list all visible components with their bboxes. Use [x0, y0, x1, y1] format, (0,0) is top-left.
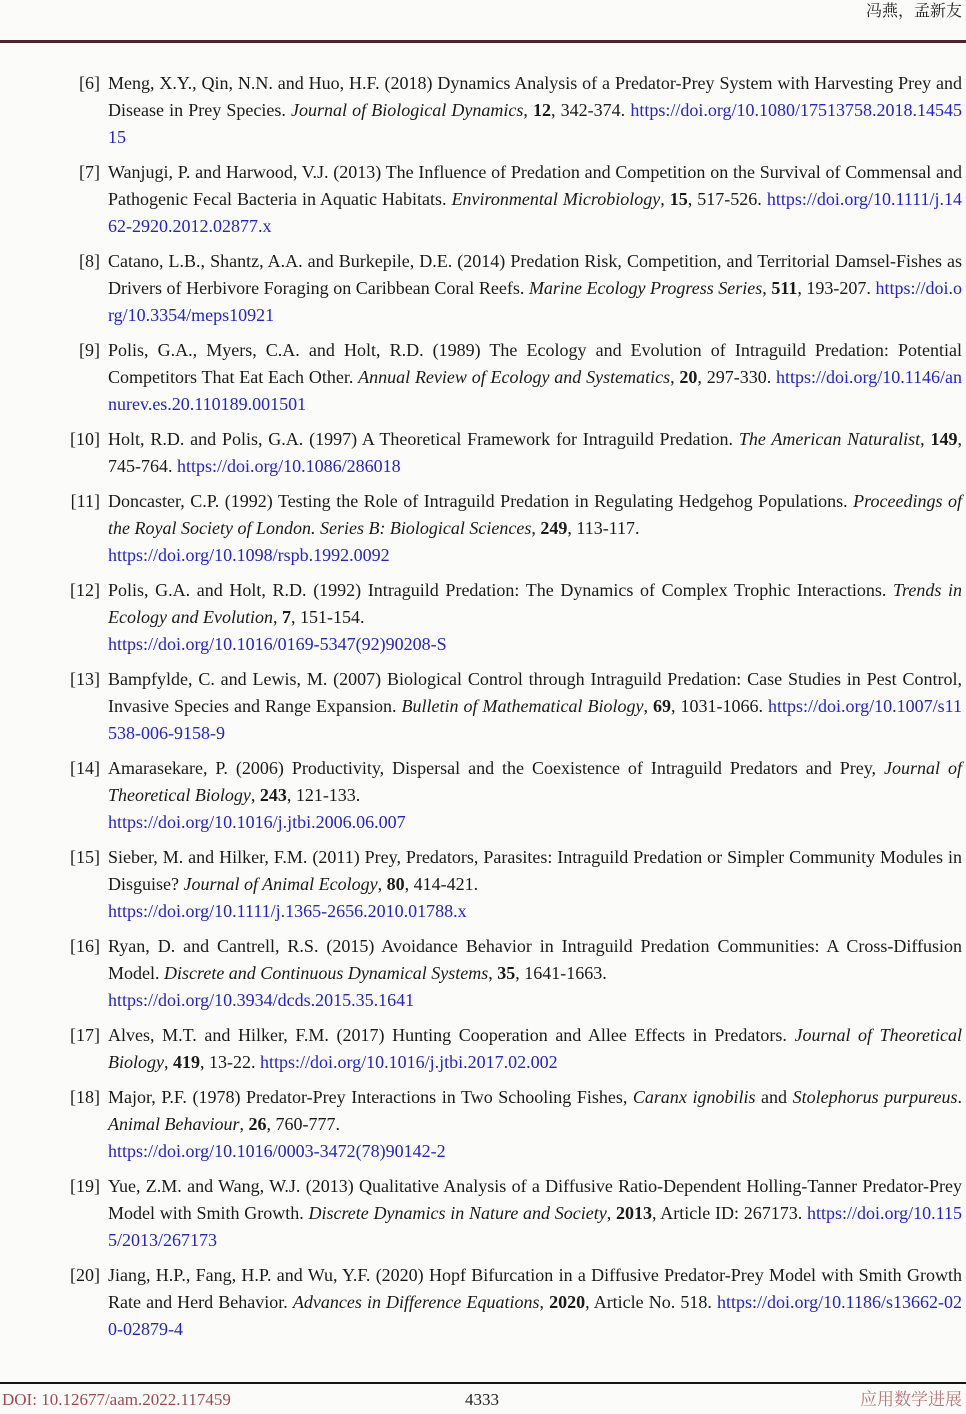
reference-segment-plain: , 517-526. [687, 189, 767, 209]
reference-segment-plain: , [670, 367, 680, 387]
reference-segment-bold: 419 [173, 1052, 200, 1072]
reference-segment-plain: , 151-154. [290, 607, 365, 627]
reference-segment-plain: , [377, 874, 387, 894]
footer [2, 1388, 962, 1412]
reference-number: [7] [79, 162, 100, 182]
reference-text [108, 159, 962, 240]
reference-entry [62, 337, 962, 418]
reference-number: [12] [70, 580, 100, 600]
reference-segment-bold: 7 [281, 607, 291, 627]
reference-number: [11] [70, 491, 100, 511]
reference-text [108, 666, 962, 747]
header-rule [0, 40, 966, 43]
doi-link[interactable]: https://doi.org/10.1155/2013/267173 [108, 1203, 962, 1250]
reference-text [108, 755, 962, 836]
reference-segment-italic: Bulletin of Mathematical Biology [401, 696, 644, 716]
reference-segment-plain: , [606, 1203, 617, 1223]
reference-entry [62, 666, 962, 747]
reference-segment-italic: Discrete Dynamics in Nature and Society [308, 1203, 607, 1223]
reference-segment-italic: The American Naturalist [738, 429, 921, 449]
reference-number: [18] [70, 1087, 100, 1107]
reference-segment-bold: 2020 [549, 1292, 586, 1312]
reference-segment-italic: Trends in Ecology and Evolution [108, 580, 962, 627]
doi-link[interactable]: https://doi.org/10.1098/rspb.1992.0092 [108, 545, 390, 565]
reference-segment-plain: , [250, 785, 260, 805]
reference-segment-italic: Marine Ecology Progress Series [528, 278, 763, 298]
reference-segment-plain: Meng, X.Y., Qin, N.N. and Huo, H.F. (2018) Dynamics Analysis of a Predator-Prey System with Harvesting Prey and Disease in Prey Species. [108, 73, 962, 120]
reference-entry [62, 159, 962, 240]
reference-segment-bold: 243 [259, 785, 287, 805]
reference-segment-plain: Polis, G.A., Myers, C.A. and Holt, R.D. (1989) The Ecology and Evolution of Intraguild Predation: Potential Competitors That Eat Each Other. [108, 340, 962, 387]
reference-number: [15] [70, 847, 100, 867]
reference-segment-plain: Amarasekare, P. (2006) Productivity, Dispersal and the Coexistence of Intraguild Predators and Prey, [108, 758, 885, 778]
reference-segment-bold: 15 [669, 189, 688, 209]
reference-segment-plain: Sieber, M. and Hilker, F.M. (2011) Prey, Predators, Parasites: Intraguild Predation or Simpler Community Modules in Disguise? [108, 847, 962, 894]
reference-segment-plain: , [164, 1052, 173, 1072]
reference-segment-italic: Stolephorus purpureus [792, 1087, 958, 1107]
reference-segment-plain: Wanjugi, P. and Harwood, V.J. (2013) The Influence of Predation and Competition on the Survival of Commensal and Pathogenic Fecal Bacteria in Aquatic Habitats. [108, 162, 962, 209]
reference-entry [62, 844, 962, 925]
reference-segment-bold: 149 [930, 429, 958, 449]
reference-segment-plain: , 193-207. [797, 278, 876, 298]
reference-number: [19] [70, 1176, 100, 1196]
reference-entry [62, 1022, 962, 1076]
footer-doi: DOI: 10.12677/aam.2022.117459 [2, 1390, 231, 1409]
reference-text [108, 1173, 962, 1254]
reference-segment-plain: , [539, 1292, 550, 1312]
reference-segment-plain: , 297-330. [697, 367, 777, 387]
reference-segment-plain: Major, P.F. (1978) Predator-Prey Interactions in Two Schooling Fishes, [108, 1087, 633, 1107]
reference-segment-plain: , [643, 696, 653, 716]
references-list [62, 70, 962, 1351]
reference-segment-plain: Doncaster, C.P. (1992) Testing the Role of Intraguild Predation in Regulating Hedgehog Populations. [108, 491, 854, 511]
reference-segment-plain: , 121-133. [286, 785, 361, 805]
reference-entry [62, 248, 962, 329]
reference-segment-plain: , 113-117. [567, 518, 640, 538]
reference-segment-bold: 12 [533, 100, 552, 120]
reference-segment-italic: Environmental Microbiology [451, 189, 661, 209]
reference-segment-italic: Journal of Biological Dynamics [291, 100, 524, 120]
reference-number: [8] [79, 251, 100, 271]
reference-segment-italic: Journal of Theoretical Biology [108, 758, 962, 805]
doi-link[interactable]: https://doi.org/10.1111/j.1462-2920.2012.02877.x [108, 189, 962, 236]
reference-text [108, 577, 962, 658]
reference-segment-bold: 249 [540, 518, 568, 538]
reference-number: [20] [70, 1265, 100, 1285]
reference-text [108, 1262, 962, 1343]
doi-link[interactable]: https://doi.org/10.1016/0003-3472(78)90142-2 [108, 1141, 446, 1161]
doi-link[interactable]: https://doi.org/10.3354/meps10921 [108, 278, 963, 325]
reference-segment-italic: Journal of Theoretical Biology [108, 1025, 962, 1072]
reference-segment-plain: Ryan, D. and Cantrell, R.S. (2015) Avoidance Behavior in Intraguild Predation Communities: A Cross-Diffusion Model. [108, 936, 962, 983]
reference-segment-plain: . [957, 1087, 962, 1107]
doi-link[interactable]: https://doi.org/10.1007/s11538-006-9158-9 [108, 696, 963, 743]
reference-segment-bold: 20 [679, 367, 698, 387]
reference-segment-plain: and [755, 1087, 793, 1107]
reference-text [108, 933, 962, 1014]
page-number: 4333 [465, 1390, 499, 1409]
reference-segment-plain: , 13-22. [200, 1052, 260, 1072]
reference-segment-italic: Annual Review of Ecology and Systematics [358, 367, 671, 387]
reference-entry [62, 755, 962, 836]
reference-segment-plain: , 414-421. [404, 874, 479, 894]
reference-entry [62, 1084, 962, 1165]
header-authors: 冯燕，孟新友 [865, 3, 962, 20]
reference-segment-plain: , 342-374. [551, 100, 631, 120]
doi-link[interactable]: https://doi.org/10.1016/j.jtbi.2017.02.002 [260, 1052, 558, 1072]
doi-link[interactable]: https://doi.org/10.1016/0169-5347(92)90208-S [108, 634, 447, 654]
reference-segment-plain: , [488, 963, 498, 983]
reference-entry [62, 1262, 962, 1343]
reference-segment-plain: Alves, M.T. and Hilker, F.M. (2017) Hunting Cooperation and Allee Effects in Predators. [108, 1025, 795, 1045]
reference-entry [62, 577, 962, 658]
reference-segment-plain: Bampfylde, C. and Lewis, M. (2007) Biological Control through Intraguild Predation: Case Studies in Pest Control, Invasive Species and Range Expansion. [108, 669, 962, 716]
reference-segment-plain: , [920, 429, 931, 449]
doi-link[interactable]: https://doi.org/10.1016/j.jtbi.2006.06.007 [108, 812, 406, 832]
reference-segment-plain: , Article No. 518. [585, 1292, 717, 1312]
reference-segment-bold: 26 [248, 1114, 267, 1134]
reference-segment-plain: , 760-777. [266, 1114, 340, 1134]
footer-rule [0, 1382, 966, 1384]
reference-segment-plain: Polis, G.A. and Holt, R.D. (1992) Intraguild Predation: The Dynamics of Complex Trophic Interactions. [108, 580, 893, 600]
doi-link[interactable]: https://doi.org/10.1080/17513758.2018.1454515 [108, 100, 963, 147]
reference-number: [10] [70, 429, 100, 449]
reference-segment-plain: Catano, L.B., Shantz, A.A. and Burkepile, D.E. (2014) Predation Risk, Competition, and Territorial Damsel-Fishes as Drivers of Herbivore Foraging on Caribbean Coral Reefs. [108, 251, 962, 298]
reference-segment-plain: , [762, 278, 772, 298]
doi-link[interactable]: https://doi.org/10.1086/286018 [177, 456, 401, 476]
reference-text [108, 1084, 962, 1165]
reference-text [108, 426, 962, 480]
reference-text [108, 248, 962, 329]
reference-text [108, 488, 962, 569]
reference-segment-plain: , 1031-1066. [670, 696, 768, 716]
reference-segment-plain: Yue, Z.M. and Wang, W.J. (2013) Qualitative Analysis of a Diffusive Ratio-Dependent Holling-Tanner Predator-Prey Model with Smith Growth. [108, 1176, 962, 1223]
reference-number: [17] [70, 1025, 100, 1045]
reference-segment-italic: Proceedings of the Royal Society of London. Series B: Biological Sciences [108, 491, 962, 538]
doi-link[interactable]: https://doi.org/10.1186/s13662-020-02879-4 [108, 1292, 962, 1339]
reference-segment-plain: Holt, R.D. and Polis, G.A. (1997) A Theoretical Framework for Intraguild Predation. [108, 429, 739, 449]
reference-segment-plain: Jiang, H.P., Fang, H.P. and Wu, Y.F. (2020) Hopf Bifurcation in a Diffusive Predator-Prey Model with Smith Growth Rate and Herd Behavior. [108, 1265, 962, 1312]
reference-entry [62, 488, 962, 569]
reference-text [108, 70, 962, 151]
reference-segment-plain: , Article ID: 267173. [652, 1203, 807, 1223]
reference-entry [62, 1173, 962, 1254]
reference-segment-bold: 80 [386, 874, 405, 894]
doi-link[interactable]: https://doi.org/10.1146/annurev.es.20.110189.001501 [108, 367, 963, 414]
reference-segment-italic: Discrete and Continuous Dynamical Systems [164, 963, 489, 983]
reference-entry [62, 70, 962, 151]
reference-text [108, 844, 962, 925]
reference-segment-bold: 2013 [616, 1203, 653, 1223]
reference-segment-plain: , 1641-1663. [515, 963, 607, 983]
reference-text [108, 337, 962, 418]
reference-segment-plain: , 745-764. [108, 429, 962, 476]
reference-number: [6] [79, 73, 100, 93]
reference-text [108, 1022, 962, 1076]
reference-segment-italic: Animal Behaviour [108, 1114, 240, 1134]
reference-segment-italic: Caranx ignobilis [632, 1087, 756, 1107]
reference-segment-bold: 35 [497, 963, 516, 983]
reference-number: [13] [70, 669, 100, 689]
reference-segment-italic: Journal of Animal Ecology [183, 874, 378, 894]
reference-segment-plain: , [660, 189, 670, 209]
reference-segment-plain: , [239, 1114, 249, 1134]
reference-segment-italic: Advances in Difference Equations [292, 1292, 540, 1312]
reference-entry [62, 933, 962, 1014]
reference-number: [16] [70, 936, 100, 956]
reference-segment-plain: , [523, 100, 534, 120]
reference-number: [9] [79, 340, 100, 360]
reference-number: [14] [70, 758, 100, 778]
doi-link[interactable]: https://doi.org/10.1111/j.1365-2656.2010.01788.x [108, 901, 467, 921]
reference-segment-plain: , [272, 607, 282, 627]
footer-journal-name: 应用数学进展 [860, 1390, 962, 1409]
reference-entry [62, 426, 962, 480]
reference-segment-bold: 511 [771, 278, 798, 298]
reference-segment-bold: 69 [652, 696, 671, 716]
doi-link[interactable]: https://doi.org/10.3934/dcds.2015.35.1641 [108, 990, 415, 1010]
reference-segment-plain: , [531, 518, 541, 538]
